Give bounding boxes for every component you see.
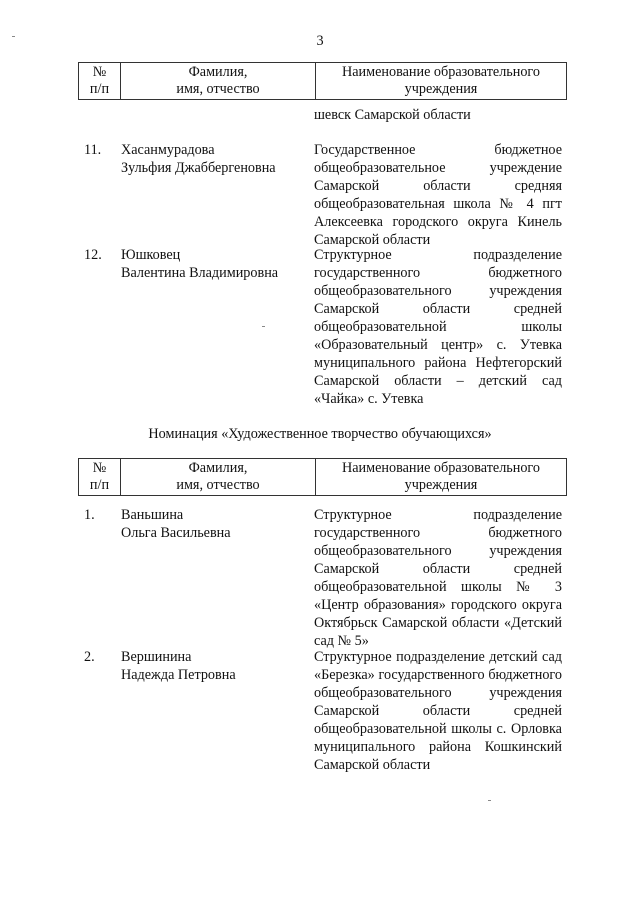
entry-surname: Ваньшина	[121, 507, 184, 523]
header-num-line2: п/п	[89, 477, 110, 493]
entry-institution: Структурное подразделение детский сад «Березка» государственного бюджетного общеобразовательного учреждения Самарской области средней общеобразовательной школы с. Орловка муниципального района Кошкинский Самарской области	[314, 649, 562, 773]
header-num-line1: №	[92, 64, 107, 80]
entry-number: 1.	[84, 507, 95, 523]
entry-number: 11.	[84, 142, 102, 158]
header-inst-line2: учреждения	[404, 477, 478, 493]
entry-name	[121, 246, 301, 282]
nomination-title: Номинация «Художественное творчество обучающихся»	[148, 426, 492, 442]
entry-number: 2.	[84, 649, 95, 665]
entry-institution: Структурное подразделение государственного бюджетного общеобразовательного учреждения Самарской области средней общеобразовательной школы № 3 «Центр образования» городского округа Октябрьск Самарской области «Детский сад № 5»	[314, 507, 562, 649]
entry-given-names: Валентина Владимировна	[121, 265, 279, 281]
header-inst-line1: Наименование образовательного	[342, 64, 540, 80]
entry-number: 12.	[84, 247, 102, 263]
entry-surname: Вершинина	[121, 649, 192, 665]
scan-speck	[488, 800, 491, 801]
header-name-cell	[121, 63, 316, 100]
page-number: 3	[316, 33, 324, 49]
header-num-cell	[79, 459, 121, 496]
continued-text: шевск Самарской области	[314, 107, 471, 123]
entry-institution: Государственное бюджетное общеобразовательное учреждение Самарской области средняя общеобразовательная школа № 4 пгт Алексеевка городского округа Кинель Самарской области	[314, 142, 562, 248]
header-num-line2: п/п	[89, 81, 110, 97]
header-name-line2: имя, отчество	[176, 477, 260, 493]
entry-surname: Хасанмурадова	[121, 142, 215, 158]
header-inst-line2: учреждения	[404, 81, 478, 97]
entry-given-names: Зульфия Джаббергеновна	[121, 160, 276, 176]
table-header-1	[78, 62, 567, 100]
header-inst-cell	[316, 63, 567, 100]
header-name-line1: Фамилия,	[188, 64, 248, 80]
header-inst-cell	[316, 459, 567, 496]
header-num-cell	[79, 63, 121, 100]
header-name-cell	[121, 459, 316, 496]
entry-institution: Структурное подразделение государственного бюджетного общеобразовательного учреждения Самарской области средней общеобразовательной школы «Образовательный центр» с. Утевка муниципального района Нефтегорский Самарской области – детский сад «Чайка» с. Утевка	[314, 247, 562, 407]
header-inst-line1: Наименование образовательного	[342, 460, 540, 476]
header-name-line2: имя, отчество	[176, 81, 260, 97]
entry-given-names: Надежда Петровна	[121, 667, 236, 683]
header-num-line1: №	[92, 460, 107, 476]
entry-name	[121, 506, 301, 542]
scan-speck	[12, 36, 15, 37]
scan-speck	[262, 326, 265, 327]
table-header-2	[78, 458, 567, 496]
entry-name	[121, 648, 301, 684]
entry-name	[121, 141, 301, 177]
entry-given-names: Ольга Васильевна	[121, 525, 231, 541]
header-name-line1: Фамилия,	[188, 460, 248, 476]
entry-surname: Юшковец	[121, 247, 181, 263]
